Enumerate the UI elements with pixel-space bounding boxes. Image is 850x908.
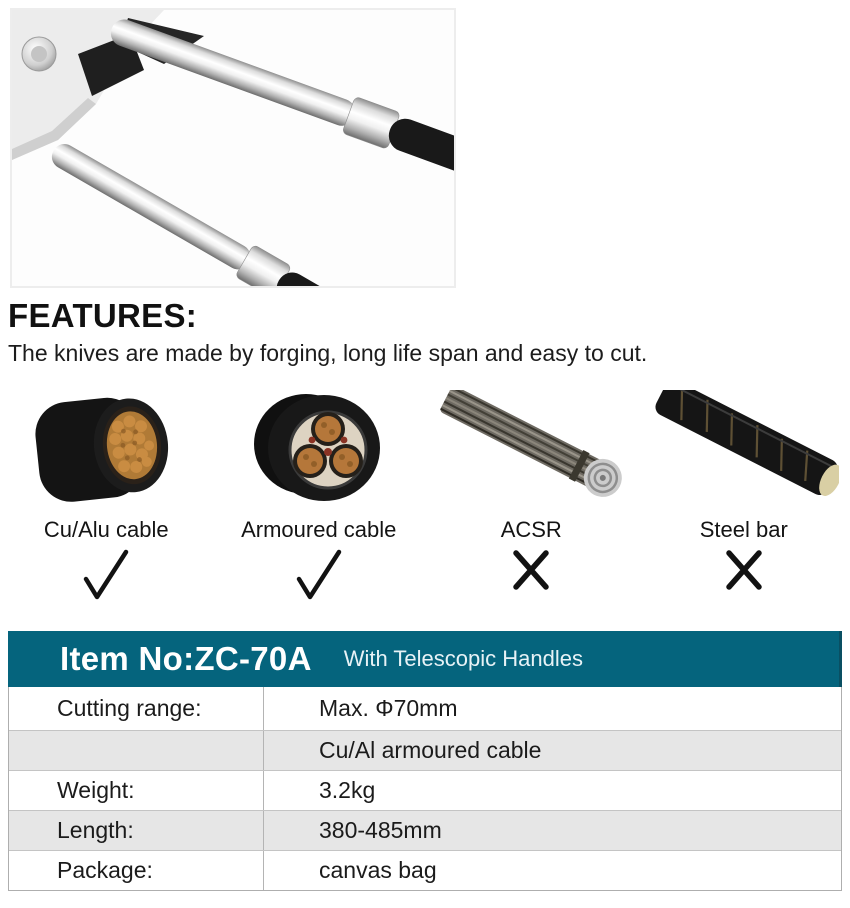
spec-label: Weight: <box>9 771 264 810</box>
cu-alu-cable-image <box>0 390 213 504</box>
spec-table-body <box>8 687 842 891</box>
table-row <box>9 687 841 730</box>
spec-label <box>9 731 264 770</box>
item-subtitle: With Telescopic Handles <box>344 646 583 672</box>
features-description: The knives are made by forging, long life span and easy to cut. <box>8 339 850 368</box>
item-number: Item No:ZC-70A <box>60 640 312 678</box>
capability-cu-alu-cable <box>0 390 213 605</box>
steel-bar-image <box>638 390 850 504</box>
spec-label: Length: <box>9 811 264 850</box>
table-row <box>9 770 841 810</box>
capability-label: Cu/Alu cable <box>0 517 213 543</box>
spec-value: 3.2kg <box>264 771 841 810</box>
spec-value: 380-485mm <box>264 811 841 850</box>
features-heading: FEATURES: <box>8 298 850 334</box>
spec-value: Cu/Al armoured cable <box>264 731 841 770</box>
table-row <box>9 730 841 770</box>
table-row <box>9 810 841 850</box>
table-row <box>9 850 841 890</box>
capability-label: Steel bar <box>638 517 850 543</box>
product-photo <box>10 8 456 288</box>
acsr-image <box>425 390 638 504</box>
spec-label: Cutting range: <box>9 687 264 730</box>
capability-label: Armoured cable <box>213 517 426 543</box>
cross-icon <box>638 547 850 605</box>
spec-value: canvas bag <box>264 851 841 890</box>
armoured-cable-image <box>213 390 426 504</box>
check-icon <box>213 547 426 605</box>
capability-armoured-cable <box>213 390 426 605</box>
spec-table <box>8 631 842 891</box>
capability-label: ACSR <box>425 517 638 543</box>
capability-acsr <box>425 390 638 605</box>
cable-cutter-illustration <box>12 10 454 286</box>
capabilities-row <box>0 390 850 605</box>
check-icon <box>0 547 213 605</box>
spec-label: Package: <box>9 851 264 890</box>
capability-steel-bar <box>638 390 850 605</box>
spec-value: Max. Φ70mm <box>264 687 841 730</box>
cross-icon <box>425 547 638 605</box>
spec-table-header <box>8 631 842 687</box>
